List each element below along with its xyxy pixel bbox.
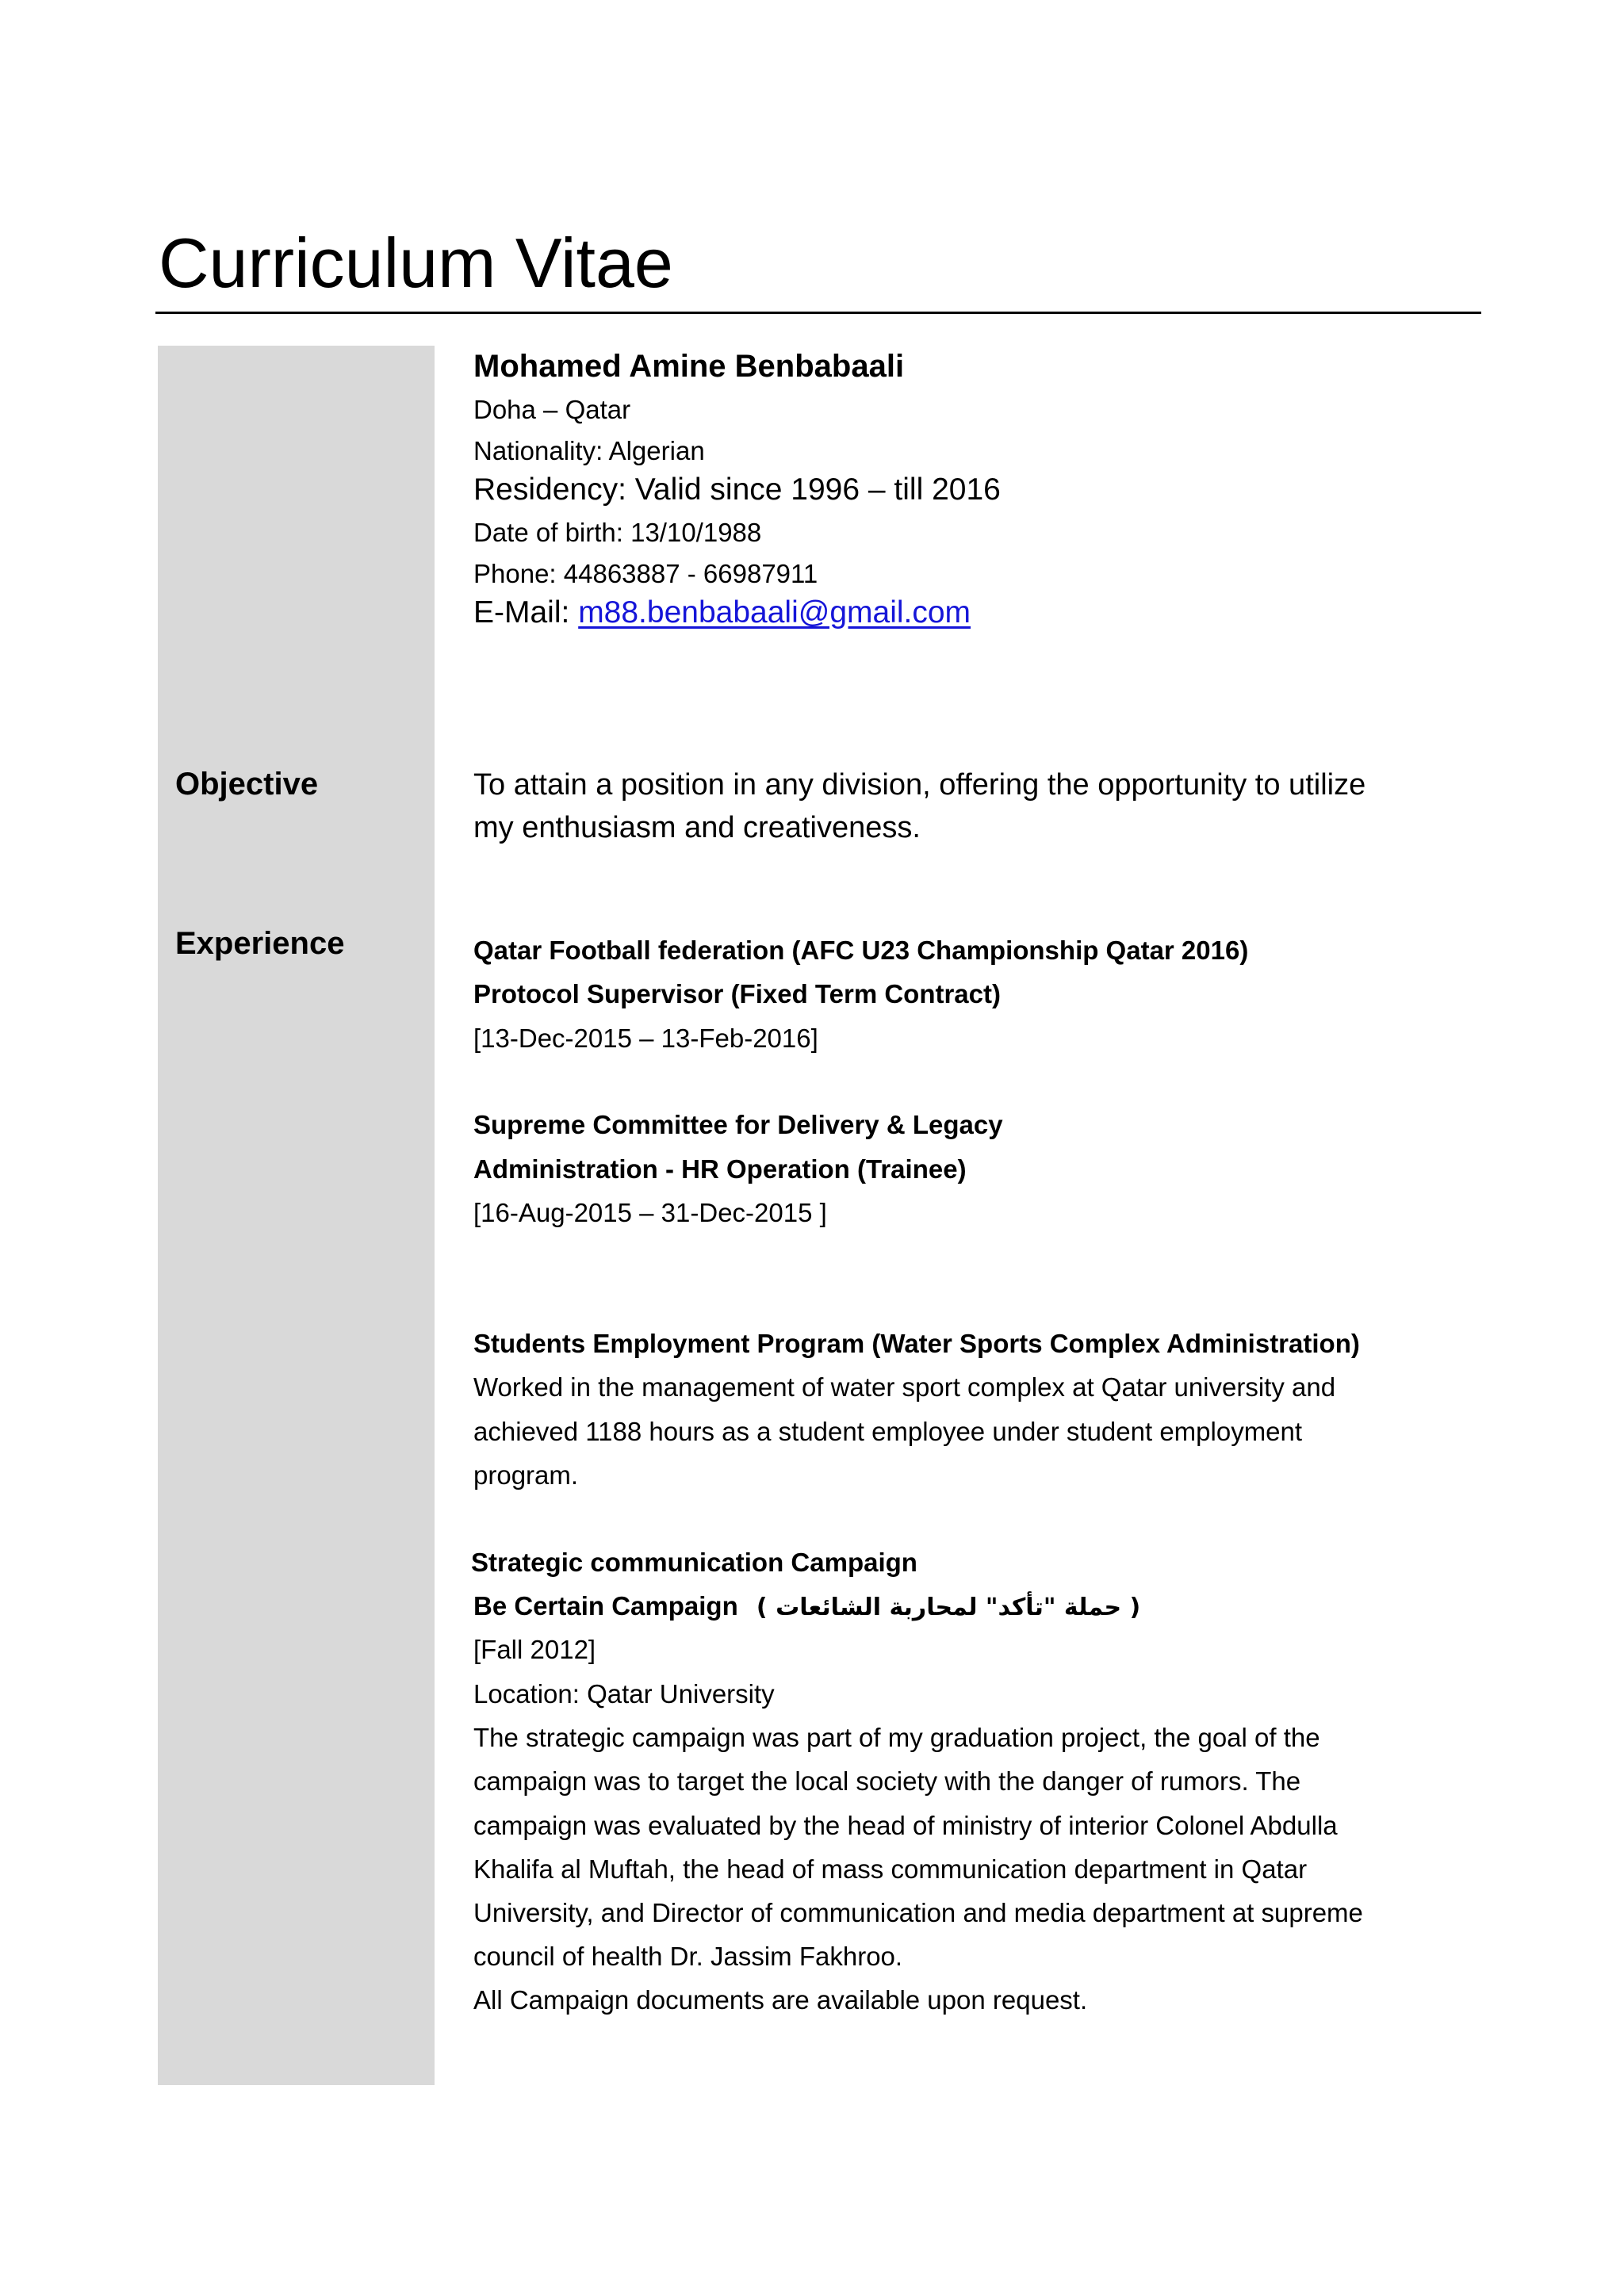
experience-role: Administration - HR Operation (Trainee) [473,1154,967,1184]
experience-org: Qatar Football federation (AFC U23 Championship Qatar 2016) [473,936,1249,965]
experience-dates: [Fall 2012] [473,1635,596,1664]
experience-description-line: All Campaign documents are available upon request. [473,1985,1088,2015]
experience-label: Experience [175,926,345,961]
experience-description-line: Worked in the management of water sport complex at Qatar university and [473,1372,1336,1402]
experience-org: Students Employment Program (Water Sports Complex Administration) [473,1329,1360,1358]
experience-dates: [13-Dec-2015 – 13-Feb-2016] [473,1024,818,1053]
email-link[interactable]: m88.benbabaali@gmail.com [578,595,971,629]
location-text: Doha – Qatar [473,395,631,424]
experience-description-line: council of health Dr. Jassim Fakhroo. [473,1942,903,1971]
title-divider [155,312,1481,314]
email-row [473,595,971,632]
experience-description-line: University, and Director of communication and media department at supreme [473,1898,1363,1927]
experience-org: Supreme Committee for Delivery & Legacy [473,1110,1003,1139]
experience-org: Strategic communication Campaign [471,1548,917,1577]
experience-dates: [16-Aug-2015 – 31-Dec-2015 ] [473,1198,827,1227]
experience-description-line: campaign was to target the local society with the danger of rumors. The [473,1766,1301,1796]
phone-text: Phone: 44863887 - 66987911 [473,559,818,588]
nationality-text: Nationality: Algerian [473,436,705,465]
email-label: E-Mail: [473,595,570,629]
residency-text: Residency: Valid since 1996 – till 2016 [473,473,1001,507]
experience-location: Location: Qatar University [473,1679,775,1709]
experience-description-line: achieved 1188 hours as a student employee under student employment [473,1417,1303,1446]
objective-line: To attain a position in any division, offering the opportunity to utilize [473,768,1366,802]
experience-description-line: Khalifa al Muftah, the head of mass communication department in Qatar [473,1854,1308,1884]
candidate-name: Mohamed Amine Benbabaali [473,349,905,384]
dob-text: Date of birth: 13/10/1988 [473,518,762,547]
objective-line: my enthusiasm and creativeness. [473,811,921,844]
page-title: Curriculum Vitae [159,224,673,302]
sidebar-panel [158,346,435,2085]
experience-description-line: program. [473,1460,579,1490]
objective-label: Objective [175,767,319,802]
campaign-subtitle-row [473,1590,1140,1622]
experience-role: Protocol Supervisor (Fixed Term Contract) [473,979,1001,1008]
campaign-subtitle-arabic: ( حملة "تأكد" لمحاربة الشائعات ) [756,1594,1141,1621]
experience-description-line: campaign was evaluated by the head of ministry of interior Colonel Abdulla [473,1811,1338,1840]
experience-description-line: The strategic campaign was part of my graduation project, the goal of the [473,1723,1320,1752]
campaign-subtitle: Be Certain Campaign [473,1591,738,1621]
